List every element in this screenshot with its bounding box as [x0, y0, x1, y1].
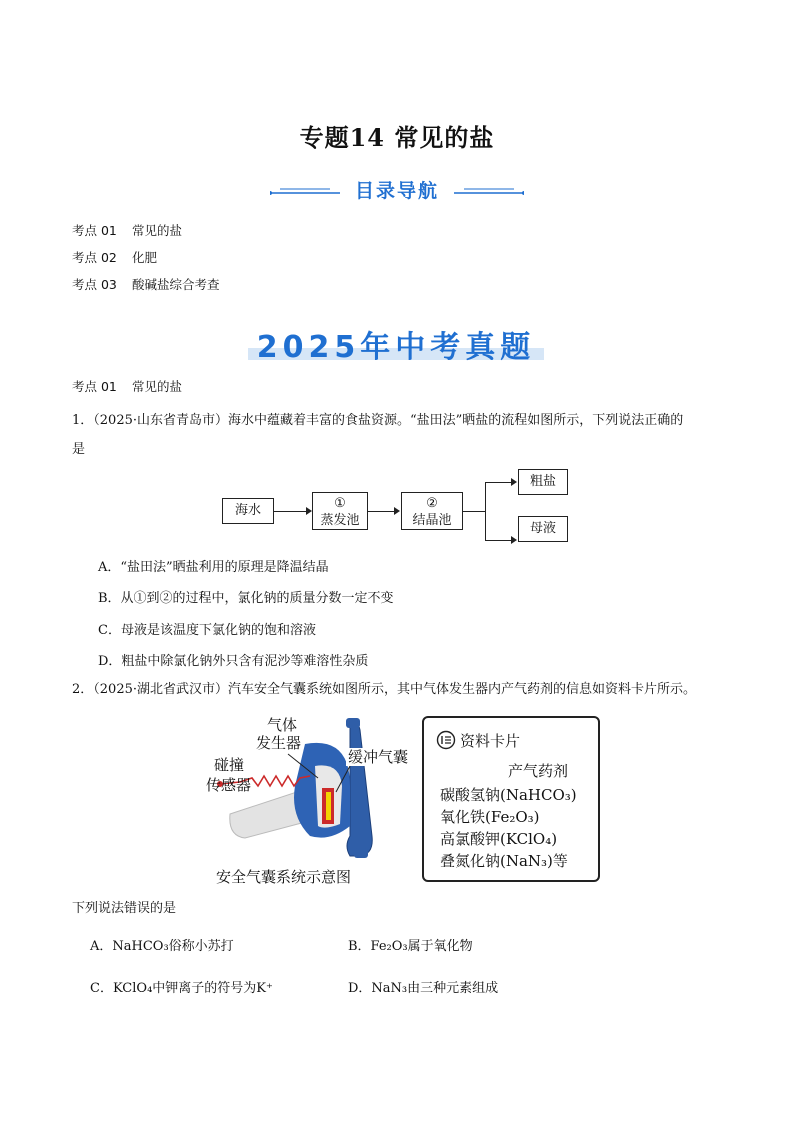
nav-title: 目录导航 — [354, 180, 439, 202]
flow-branch — [463, 511, 485, 512]
airbag-figure — [200, 716, 410, 892]
card-item-4: 叠氮化钠(NaN₃)等 — [440, 852, 568, 870]
airbag-illustration — [200, 716, 410, 892]
toc-item-3[interactable] — [72, 275, 220, 293]
flow-arrow — [485, 482, 513, 483]
q1-option-d[interactable]: D．粗盐中除氯化钠外只含有泥沙等难溶性杂质 — [98, 654, 369, 669]
page-title: 专题14 常见的盐 — [299, 123, 495, 152]
q2-stem: 2．（2025·湖北省武汉市）汽车安全气囊系统如图所示，其中气体发生器内产气药剂的信息如资料卡片所示。 — [72, 682, 696, 697]
nav-heading — [270, 176, 524, 206]
toc-item-2[interactable] — [72, 248, 157, 266]
q1-option-b[interactable]: B．从①到②的过程中，氯化钠的质量分数一定不变 — [98, 591, 394, 606]
data-card — [422, 716, 600, 882]
flow-box-out2: 母液 — [518, 516, 568, 542]
toc-num: 考点 03 — [72, 277, 117, 292]
label-sensor-line1: 碰撞 — [214, 756, 245, 774]
arrow-head-icon — [511, 536, 517, 544]
card-item-1: 碳酸氢钠(NaHCO₃) — [440, 786, 577, 804]
label-sensor-line2: 传感器 — [206, 776, 252, 794]
label-airbag: 缓冲气囊 — [348, 748, 409, 766]
q2-option-c[interactable]: C．KClO₄中钾离子的符号为K⁺ — [90, 981, 273, 996]
label-generator-line2: 发生器 — [256, 734, 302, 752]
toc-item-1[interactable] — [72, 221, 182, 239]
toc-label: 常见的盐 — [132, 223, 183, 238]
q1-flow-diagram — [222, 468, 574, 548]
flow-box-step1 — [312, 492, 368, 530]
step2-num: ② — [426, 496, 438, 511]
flow-box-out1: 粗盐 — [518, 469, 568, 495]
toc-label: 酸碱盐综合考查 — [132, 277, 220, 292]
document-icon — [436, 730, 456, 750]
label-generator — [264, 716, 300, 734]
step2-label: 结晶池 — [412, 513, 452, 528]
q1-stem-line2: 是 — [72, 442, 86, 457]
step1-num: ① — [334, 496, 346, 511]
section-num: 考点 01 — [72, 379, 117, 394]
section-label — [72, 377, 182, 395]
card-item-2: 氧化铁(Fe₂O₃) — [440, 808, 540, 826]
flow-box-source: 海水 — [222, 498, 274, 524]
q1-option-c[interactable]: C．母液是该温度下氯化钠的饱和溶液 — [98, 623, 316, 638]
section-title: 常见的盐 — [132, 379, 183, 394]
toc-num: 考点 01 — [72, 223, 117, 238]
arrow-head-icon — [394, 507, 400, 515]
flow-arrow — [485, 540, 513, 541]
figure-caption: 安全气囊系统示意图 — [216, 868, 352, 886]
card-title: 资料卡片 — [460, 732, 521, 750]
flow-branch — [485, 482, 486, 540]
q2-option-a[interactable]: A．NaHCO₃俗称小苏打 — [90, 939, 234, 954]
label-generator-line1: 气体 — [266, 716, 297, 734]
banner-text: 2025年中考真题 — [256, 330, 536, 365]
flow-arrow — [274, 511, 310, 512]
q1-stem-line1: 1．（2025·山东省青岛市）海水中蕴藏着丰富的食盐资源。“盐田法”晒盐的流程如图所示，下列说法正确的 — [72, 413, 684, 428]
arrow-head-icon — [511, 478, 517, 486]
step1-label: 蒸发池 — [320, 513, 360, 528]
q2-option-b[interactable]: B．Fe₂O₃属于氧化物 — [348, 939, 473, 954]
q2-prompt: 下列说法错误的是 — [72, 901, 177, 916]
card-item-3: 高氯酸钾(KClO₄) — [440, 830, 558, 848]
toc-num: 考点 02 — [72, 250, 117, 265]
flow-box-step2 — [401, 492, 463, 530]
card-subtitle: 产气药剂 — [508, 762, 569, 780]
toc-label: 化肥 — [132, 250, 158, 265]
year-banner — [248, 322, 544, 364]
q1-option-a[interactable]: A．“盐田法”晒盐利用的原理是降温结晶 — [98, 560, 329, 575]
q2-option-d[interactable]: D．NaN₃由三种元素组成 — [348, 981, 499, 996]
